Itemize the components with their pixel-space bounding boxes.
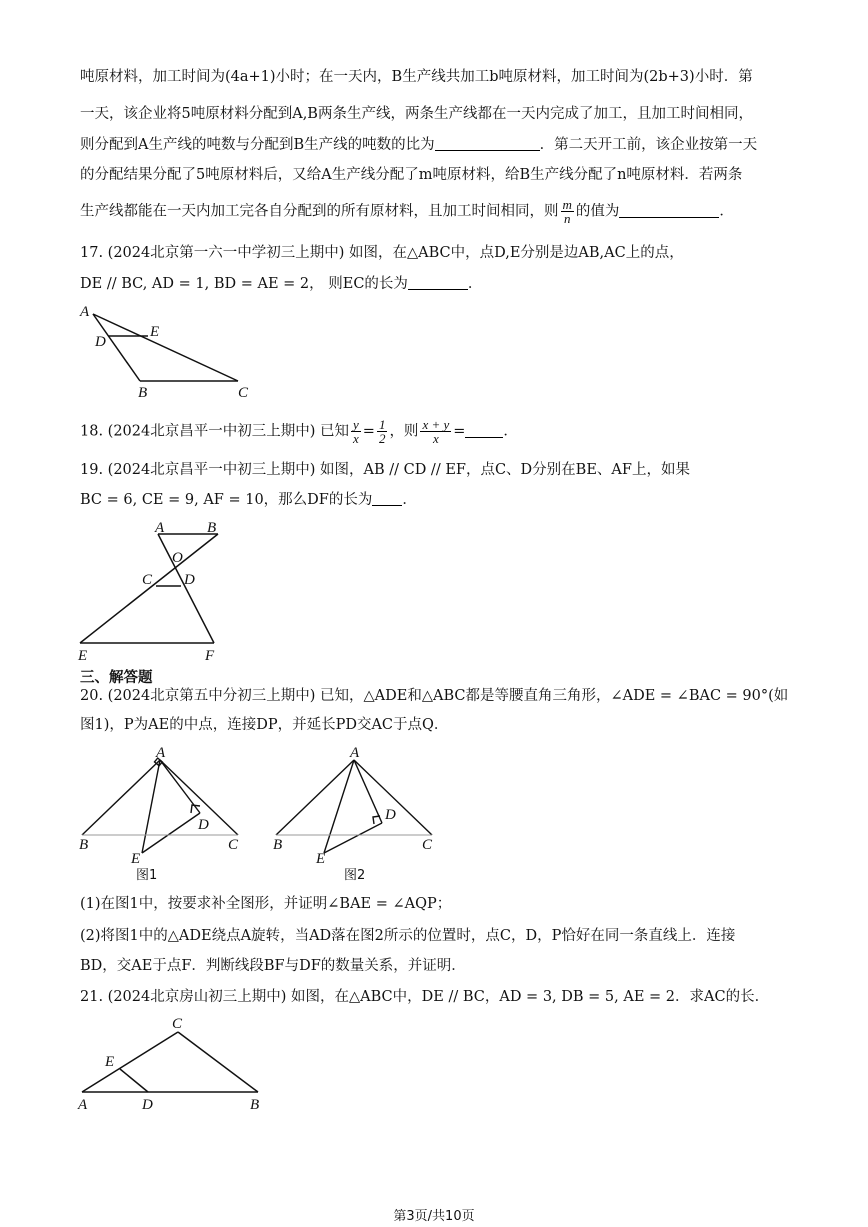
p16-line-3: [80, 134, 800, 156]
section-heading: 三、解答题: [80, 670, 153, 686]
p20-figure-2: [272, 745, 442, 885]
label-E: E: [78, 648, 88, 664]
p17-line-2: DE // BC, AD = 1, BD = AE = 2， 则EC的长为 ．: [80, 273, 800, 295]
fraction-x-plus-y-over-x: $\frac{x + y}{x}$: [422, 417, 450, 446]
p20-line-1: 20. (2024北京第五中分初三上期中) 已知，△ADE和△ABC都是等腰直角三角形，∠ADE = ∠BAC = 90°(如: [80, 688, 789, 704]
p21-triangle-figure: [78, 1012, 278, 1117]
label-B: B: [207, 520, 217, 536]
label-A: A: [155, 520, 165, 536]
label-B: B: [79, 837, 89, 853]
label-A: A: [80, 304, 90, 320]
page-footer: 第3页/共10页: [393, 1209, 475, 1224]
answer-blank: [619, 201, 719, 218]
label-D: D: [198, 817, 209, 833]
label-D: D: [385, 807, 396, 823]
p17-triangle-figure: [78, 300, 278, 400]
p17-line-1: 17. (2024北京第一六一中学初三上期中) 如图，在△ABC中，点D,E分别是边AB,AC上的点，: [80, 245, 684, 261]
p18-line: 18. (2024北京昌平一中初三上期中) 已知 $\frac{y}{x}$ = $\frac{1}{2}$ ，则 $\frac{x + y}{x}$ = ．: [80, 417, 518, 446]
p20-question-2b: BD，交AE于点F．判断线段BF与DF的数量关系，并证明．: [80, 958, 466, 974]
label-E: E: [105, 1054, 115, 1070]
p16-line-5-text-b: 的值为: [575, 203, 620, 220]
label-E: E: [316, 851, 326, 867]
fraction-m-over-n: $\frac{m}{n}$: [562, 197, 572, 226]
label-C: C: [228, 837, 239, 853]
p21-line-1: 21. (2024北京房山初三上期中) 如图，在△ABC中，DE // BC，AD = 3, DB = 5, AE = 2．求AC的长．: [80, 989, 770, 1005]
label-O: O: [172, 550, 183, 566]
p19-parallel-lines-figure: [78, 518, 228, 663]
fraction-y-over-x: $\frac{y}{x}$: [353, 417, 359, 446]
label-E: E: [131, 851, 141, 867]
p20-question-2a: (2)将图1中的△ADE绕点A旋转，当AD落在图2所示的位置时，点C，D，P恰好在同一条直线上．连接: [80, 928, 736, 944]
label-B: B: [250, 1097, 260, 1113]
label-C: C: [238, 385, 249, 401]
label-E: E: [150, 324, 160, 340]
label-A: A: [156, 745, 166, 761]
label-D: D: [184, 572, 195, 588]
answer-blank: [408, 273, 468, 290]
label-B: B: [138, 385, 148, 401]
label-C: C: [142, 572, 153, 588]
p16-line-5: 生产线都能在一天内加工完各自分配到的所有原材料，且加工时间相同，则 $\frac{m}{n}$ 的值为 ．: [80, 197, 734, 226]
label-F: F: [205, 648, 215, 664]
p20-figure-1: [78, 745, 248, 885]
label-C: C: [422, 837, 433, 853]
answer-blank: [465, 421, 503, 438]
p16-line-1: 吨原材料，加工时间为(4a+1)小时；在一天内，B生产线共加工b吨原材料，加工时间为(2b+3)小时．第: [80, 69, 753, 85]
p20-question-1: (1)在图1中，按要求补全图形，并证明∠BAE = ∠AQP；: [80, 896, 452, 912]
label-C: C: [172, 1016, 183, 1032]
caption-figure-2: 图2: [344, 868, 366, 883]
p19-line-2: BC = 6, CE = 9, AF = 10，那么DF的长为 ．: [80, 489, 800, 511]
p16-line-2: 一天，该企业将5吨原材料分配到A,B两条生产线，两条生产线都在一天内完成了加工，且加工时间相同，: [80, 106, 753, 122]
fraction-one-half: $\frac{1}{2}$: [378, 417, 386, 446]
label-D: D: [142, 1097, 153, 1113]
answer-blank: [435, 134, 540, 151]
label-B: B: [273, 837, 283, 853]
p16-line-3-text-b: ．第二天开工前，该企业按第一天: [539, 137, 758, 153]
p16-line-3-text: 则分配到A生产线的吨数与分配到B生产线的吨数的比为: [80, 137, 435, 153]
p16-line-5-text: 生产线都能在一天内加工完各自分配到的所有原材料，且加工时间相同，则: [80, 203, 559, 220]
p20-line-2: 图1)，P为AE的中点，连接DP，并延长PD交AC于点Q．: [80, 717, 449, 733]
answer-blank: [372, 489, 402, 506]
p16-line-4: 的分配结果分配了5吨原材料后，又给A生产线分配了m吨原材料，给B生产线分配了n吨原材料．若两条: [80, 167, 743, 183]
label-A: A: [78, 1097, 88, 1113]
p19-line-1: 19. (2024北京昌平一中初三上期中) 如图，AB // CD // EF，点C、D分别在BE、AF上，如果: [80, 462, 690, 478]
label-A: A: [350, 745, 360, 761]
label-D: D: [95, 334, 106, 350]
caption-figure-1: 图1: [136, 868, 158, 883]
